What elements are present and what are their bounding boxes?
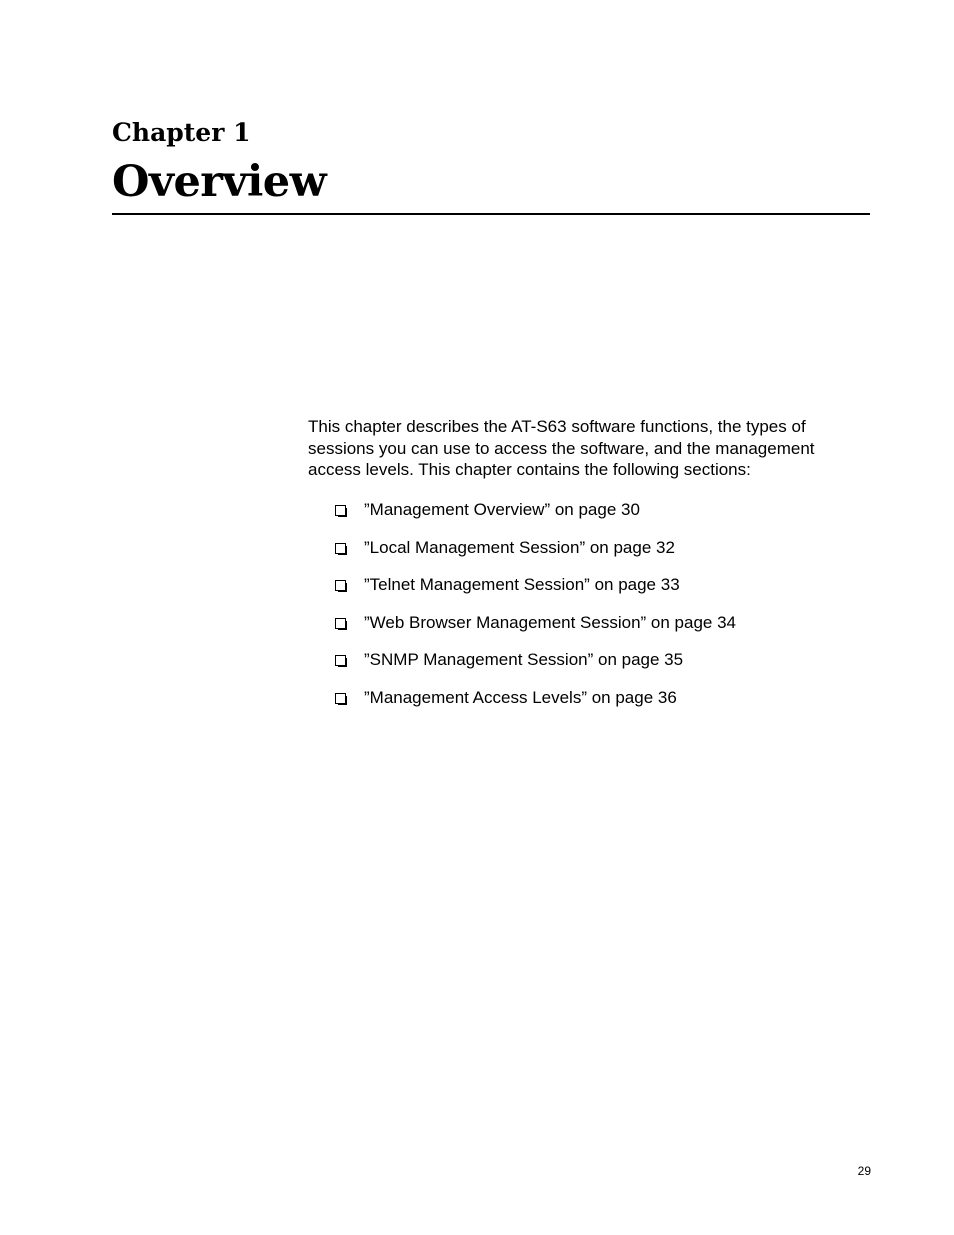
checkbox-icon — [335, 618, 346, 629]
list-item — [335, 687, 736, 725]
section-link-web-browser-management-session[interactable]: ”Web Browser Management Session” on page 34 — [364, 612, 736, 632]
list-item — [335, 612, 736, 650]
section-list — [335, 499, 736, 724]
title-divider — [112, 213, 870, 215]
checkbox-icon — [335, 655, 346, 666]
section-link-snmp-management-session[interactable]: ”SNMP Management Session” on page 35 — [364, 650, 684, 669]
list-item — [335, 649, 736, 687]
list-item — [335, 499, 736, 537]
list-item — [335, 574, 736, 612]
chapter-label: Chapter 1 — [112, 118, 251, 147]
checkbox-icon — [335, 580, 346, 591]
section-link-management-access-levels[interactable]: ”Management Access Levels” on page 36 — [364, 687, 677, 707]
section-link-management-overview[interactable]: ”Management Overview” on page 30 — [364, 500, 640, 519]
checkbox-icon — [335, 693, 346, 704]
intro-paragraph: This chapter describes the AT-S63 software functions, the types of sessions you can use to access the software, and the management access levels. This chapter contains the following sections: — [308, 417, 815, 479]
section-link-local-management-session[interactable]: ”Local Management Session” on page 32 — [364, 537, 675, 557]
page-title: Overview — [112, 157, 327, 207]
page-number: 29 — [857, 1164, 871, 1178]
checkbox-icon — [335, 505, 346, 516]
checkbox-icon — [335, 543, 346, 554]
list-item — [335, 537, 736, 575]
section-link-telnet-management-session[interactable]: ”Telnet Management Session” on page 33 — [364, 575, 680, 594]
